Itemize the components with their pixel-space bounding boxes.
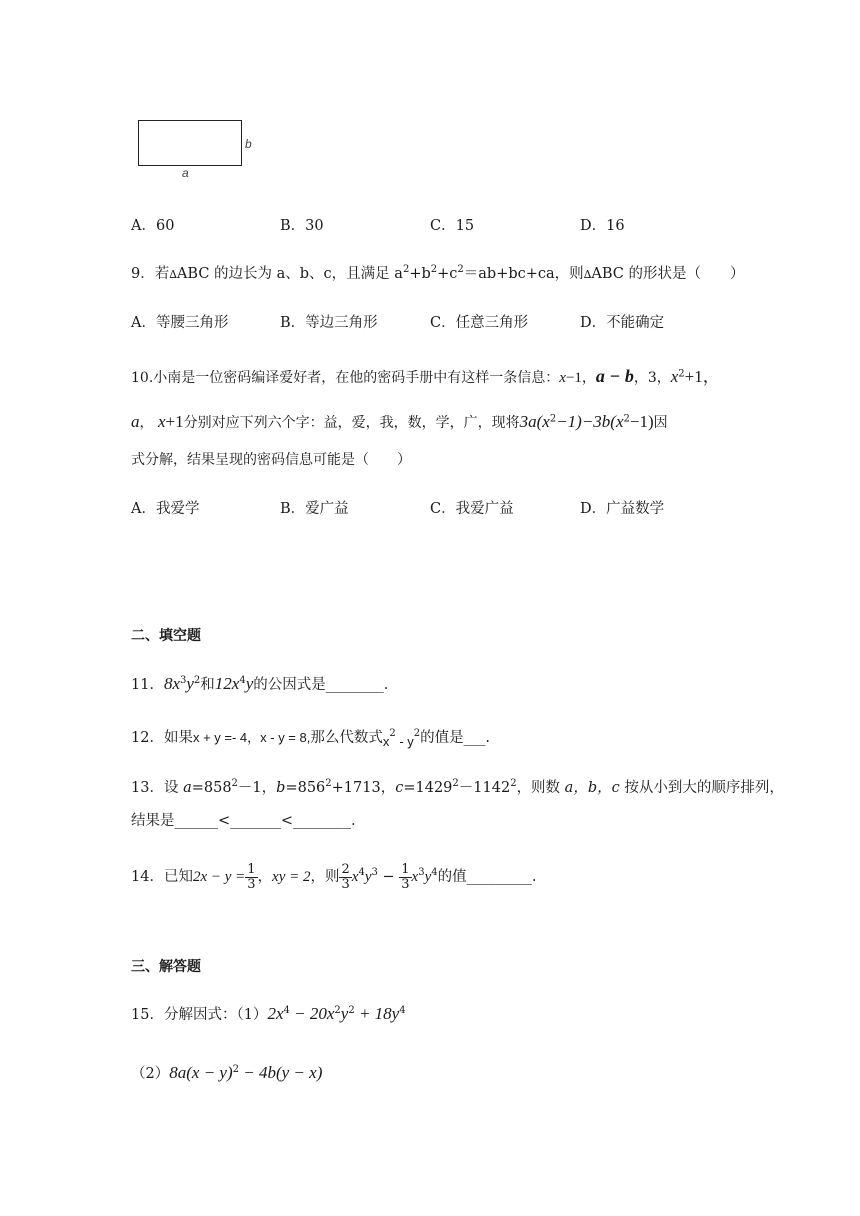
q14-e1: 2x − y = (192, 869, 246, 885)
q14-t4-sup: 4 (431, 867, 438, 879)
q9-sup-a: 2 (402, 264, 410, 276)
q15-part-1 (131, 1004, 406, 1025)
q14-frac2 (339, 863, 351, 892)
q13-var-a: a (183, 780, 192, 796)
q15-p2-label: （2） (131, 1066, 170, 1082)
q10-comma3: ，3， (633, 370, 671, 386)
q10-line2-b: ， (139, 415, 154, 431)
q15-e3: y (340, 1004, 349, 1023)
q10-line-1 (131, 366, 720, 388)
q9-option-a: A．等腰三角形 (131, 315, 229, 331)
q10-expr1: x (559, 370, 566, 386)
q15-e2: − 20x (289, 1004, 335, 1023)
q9-sup-c: 2 (457, 264, 464, 276)
q14 (131, 862, 536, 892)
q9-stem-6: ABC 的形状是（ ） (591, 266, 745, 282)
q12-num: 12．如果 (131, 730, 193, 746)
q14-frac3-den: 3 (401, 876, 410, 892)
q9-stem-2: ABC 的边长为 a、b、c，且满足 a (176, 266, 403, 282)
q14-t3: x (411, 869, 419, 885)
q11-e1-sup1: 3 (180, 675, 187, 687)
figure-label-a: a (182, 166, 189, 180)
rectangle-figure (138, 120, 242, 166)
q14-t4: y (424, 869, 432, 885)
q10-option-b: B．爱广益 (280, 501, 349, 517)
q10-line2-expr-c: −1) (629, 412, 654, 431)
q9-stem-3: +b (409, 266, 431, 282)
q13-r3: －1142 (458, 780, 511, 796)
q9-triangle-1: ∆ (169, 268, 177, 281)
q10-line-2 (131, 412, 668, 433)
q12-b: 那么代数式 (310, 730, 383, 746)
q14-tail: 的值_________. (437, 869, 537, 885)
q14-t1: x (351, 869, 359, 885)
q13-sup3: 2 (452, 778, 459, 790)
q14-frac1-den: 3 (247, 876, 256, 892)
q9-stem-5: ＝ab+bc+ca，则 (463, 266, 584, 282)
q14-sep: ， (257, 869, 273, 885)
section-answer-title: 三、解答题 (131, 959, 201, 975)
q13-var-b: b (276, 780, 286, 796)
q9-option-b: B．等边三角形 (280, 315, 378, 331)
q12-a: x + y =- 4，x - y = 8, (192, 730, 311, 745)
q9-option-d: D．不能确定 (580, 315, 665, 331)
q10-sup-3: 2 (623, 413, 630, 425)
section-fill-in-title: 二、填空题 (131, 628, 201, 644)
q10-line2-a: a (131, 412, 140, 431)
q10-line1-text: 10.小南是一位密码编译爱好者，在他的密码手册中有这样一条信息： (131, 370, 560, 386)
q8-option-a: A．60 (131, 218, 175, 234)
q12-c-sup: 2 (389, 728, 396, 740)
q10-line2-x: x (157, 412, 166, 431)
q10-expr3: x (670, 367, 679, 386)
q11-e1-sup2: 2 (193, 675, 201, 687)
q14-t2-sup: 3 (371, 867, 378, 879)
q15-sup2: 2 (334, 1005, 341, 1017)
q11-mid: 和 (200, 677, 215, 693)
q10-expr3b: +1， (684, 367, 720, 386)
q12 (131, 728, 490, 748)
q8-option-d: D．16 (580, 218, 625, 234)
q10-line-3: 式分解，结果呈现的密码信息可能是（ ） (131, 452, 411, 468)
figure-label-b: b (245, 137, 252, 151)
q11 (131, 674, 388, 695)
q13-r2: +1713， (331, 780, 396, 796)
q14-then: ，则 (310, 869, 340, 885)
q15-sup4: 4 (399, 1005, 406, 1017)
q14-minus: − (377, 869, 400, 885)
q12-e: 的值是___. (420, 730, 491, 746)
q10-line2-c: +1 (165, 412, 184, 431)
q9-option-c: C．任意三角形 (430, 315, 529, 331)
q15-part-2 (131, 1063, 322, 1084)
q14-frac3 (399, 863, 411, 892)
q15-sup1: 4 (283, 1005, 290, 1017)
q15-p2-sup: 2 (232, 1064, 239, 1076)
q14-t3-sup: 3 (418, 867, 425, 879)
q15-p2-expr: 8a(x − y) (169, 1063, 233, 1082)
q13-vars: a，b，c (564, 780, 620, 796)
q13-r1: －1， (237, 780, 277, 796)
q15-sup3: 2 (348, 1005, 355, 1017)
q13-eq3: =1429 (403, 780, 453, 796)
q10-option-a: A．我爱学 (131, 501, 200, 517)
q9-stem (131, 264, 744, 285)
q13-r4: ，则数 (516, 780, 565, 796)
q9-stem-1: 9．若 (131, 266, 170, 282)
q13-var-c: c (395, 780, 404, 796)
q15-e4: + 18y (354, 1004, 400, 1023)
q10-sep: ， (581, 370, 596, 386)
q11-e2-sup: 4 (239, 675, 246, 687)
q10-line2-end: 因 (653, 415, 668, 431)
q14-frac2-den: 3 (341, 876, 350, 892)
q10-expr2: a − b (595, 366, 634, 386)
q10-line2-expr-b: −1)−3b(x (556, 412, 624, 431)
q9-stem-4: +c (437, 266, 458, 282)
q11-e1: 8x (163, 674, 180, 693)
q10-option-c: C．我爱广益 (430, 501, 514, 517)
q13-tail1: 按从小到大的顺序排列， (619, 780, 784, 796)
q14-t2: y (364, 869, 372, 885)
q10-line2-text: 分别对应下列六个字：益，爱，我，数，学，广，现将 (183, 415, 520, 431)
q11-num: 11． (131, 677, 164, 693)
q14-num: 14．已知 (131, 869, 193, 885)
q13-eq2: =856 (285, 780, 326, 796)
q11-e2b: y (245, 674, 254, 693)
q14-frac1-num: 1 (247, 861, 256, 877)
q15-p2-tail: − 4b(y − x) (239, 1063, 323, 1082)
q11-tail: 的公因式是________. (253, 677, 389, 693)
q13-line-2: 结果是______<_______<________. (131, 813, 356, 829)
q10-sup-2: 2 (549, 413, 557, 425)
q13-line-1 (131, 778, 784, 798)
q14-frac3-num: 1 (401, 861, 410, 877)
q13-sup4: 2 (510, 778, 517, 790)
q12-d-sup: 2 (413, 728, 421, 740)
q13-sup2: 2 (325, 778, 332, 790)
q12-d: - y (395, 734, 414, 749)
q14-frac2-num: 2 (341, 861, 350, 877)
q13-lead: 13．设 (131, 780, 184, 796)
q8-option-c: C．15 (430, 218, 475, 234)
q14-e2: xy = 2 (272, 869, 311, 885)
q10-option-d: D．广益数学 (580, 501, 665, 517)
q10-line2-expr: 3a(x (519, 412, 550, 431)
q11-e2: 12x (214, 674, 240, 693)
q12-c: x (382, 734, 390, 749)
q10-expr1b: −1 (565, 370, 582, 386)
q15-num: 15．分解因式：（1） (131, 1007, 268, 1023)
q13-eq1: =858 (191, 780, 232, 796)
q13-sup1: 2 (231, 778, 238, 790)
q15-e1: 2x (267, 1004, 284, 1023)
q9-triangle-2: ∆ (583, 268, 592, 281)
q14-frac1 (245, 863, 257, 892)
q9-sup-b: 2 (430, 264, 438, 276)
q14-t1-sup: 4 (358, 867, 365, 879)
q10-sup-1: 2 (678, 368, 685, 380)
q8-option-b: B．30 (280, 218, 324, 234)
q11-e1b: y (186, 674, 194, 693)
